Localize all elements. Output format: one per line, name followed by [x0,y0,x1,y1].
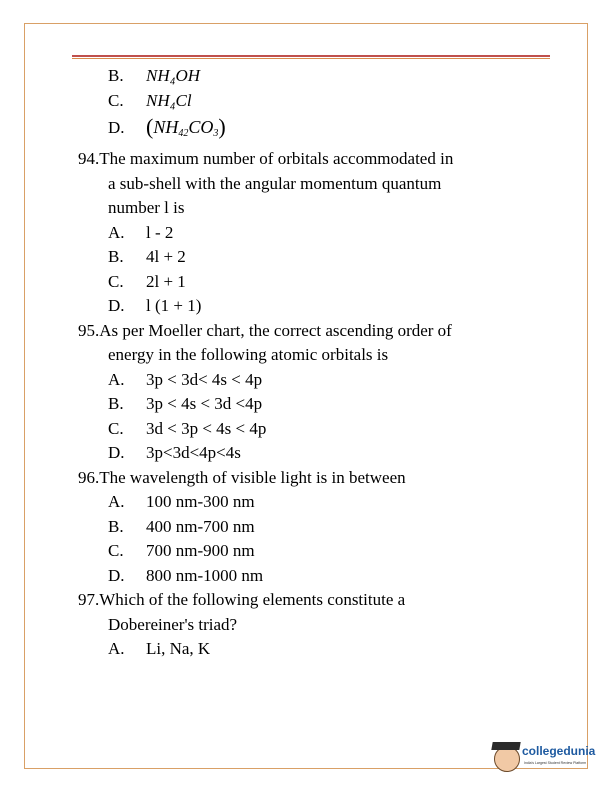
option-text: l (1 + 1) [146,296,202,315]
question-95 [78,319,548,344]
option-label: B. [108,516,124,536]
option-a [78,637,548,662]
option-label: B. [108,247,124,266]
option-c [78,539,548,564]
question-number: 96. [78,467,100,487]
collegedunia-logo [494,742,604,782]
option-text: NH₄OH [146,66,201,85]
formula-ammonium-carbonate: $(NH_{42}CO_3)$ [146,114,226,139]
option-d [78,441,548,466]
option-label: A. [108,639,125,658]
graduation-cap-icon [491,742,520,750]
option-label: B. [108,66,124,85]
question-text-line: a sub-shell with the angular momentum quantum [108,173,442,193]
option-text: 3p < 4s < 3d <4p [146,394,263,413]
question-number: 95. [78,320,100,340]
question-text-line: Dobereiner's triad? [108,614,238,634]
option-text: 2l + 1 [146,271,186,291]
question-number: 94. [78,149,100,168]
question-text-line: energy in the following atomic orbitals is [108,345,389,364]
option-text: 4l + 2 [146,247,186,266]
option-text: Li, Na, K [146,639,211,658]
question-text: Which of the following elements constitute a [99,590,406,609]
question-text: As per Moeller chart, the correct ascending order of [99,320,452,340]
option-label: D. [108,296,125,315]
option-label: C. [108,418,124,438]
option-label: C. [108,271,124,291]
option-d [78,294,548,319]
option-b [78,392,548,417]
option-b [78,515,548,540]
option-text: 3p < 3d< 4s < 4p [146,369,263,389]
option-a [78,221,548,246]
option-c [78,270,548,295]
option-c [78,417,548,442]
question-number: 97. [78,590,100,609]
question-text: The maximum number of orbitals accommodated in [99,149,454,168]
question-97 [78,588,548,613]
option-c-prev [78,89,548,114]
header-rule-thin [72,58,550,59]
option-label: B. [108,394,124,413]
option-text: l - 2 [146,222,174,242]
header-rule [72,55,550,57]
option-text: 3p<3d<4p<4s [146,443,241,462]
footer-rule [24,768,494,769]
option-label: A. [108,222,125,242]
option-text: 700 nm-900 nm [146,541,255,560]
option-label: D. [108,443,125,462]
option-a [78,490,548,515]
option-label: D. [108,565,125,585]
option-d [78,564,548,589]
option-label: A. [108,492,125,511]
brand-tagline: India's Largest Student Review Platform [524,761,587,765]
option-b-prev [78,64,548,89]
option-d-prev [78,113,548,147]
option-label: D. [108,118,125,137]
option-text: 400 nm-700 nm [146,516,255,536]
option-text: 800 nm-1000 nm [146,565,264,585]
option-label: C. [108,90,124,110]
question-96 [78,466,548,491]
option-label: A. [108,369,125,389]
option-b [78,245,548,270]
option-label: C. [108,541,124,560]
option-text: 100 nm-300 nm [146,492,255,511]
question-content [78,64,548,662]
brand-name: collegedunia [522,744,596,758]
option-text: NH₄Cl [146,90,192,110]
option-text: 3d < 3p < 4s < 4p [146,418,267,438]
question-text: The wavelength of visible light is in between [99,467,406,487]
question-94 [78,147,548,172]
option-a [78,368,548,393]
question-text-line: number l is [108,198,185,217]
